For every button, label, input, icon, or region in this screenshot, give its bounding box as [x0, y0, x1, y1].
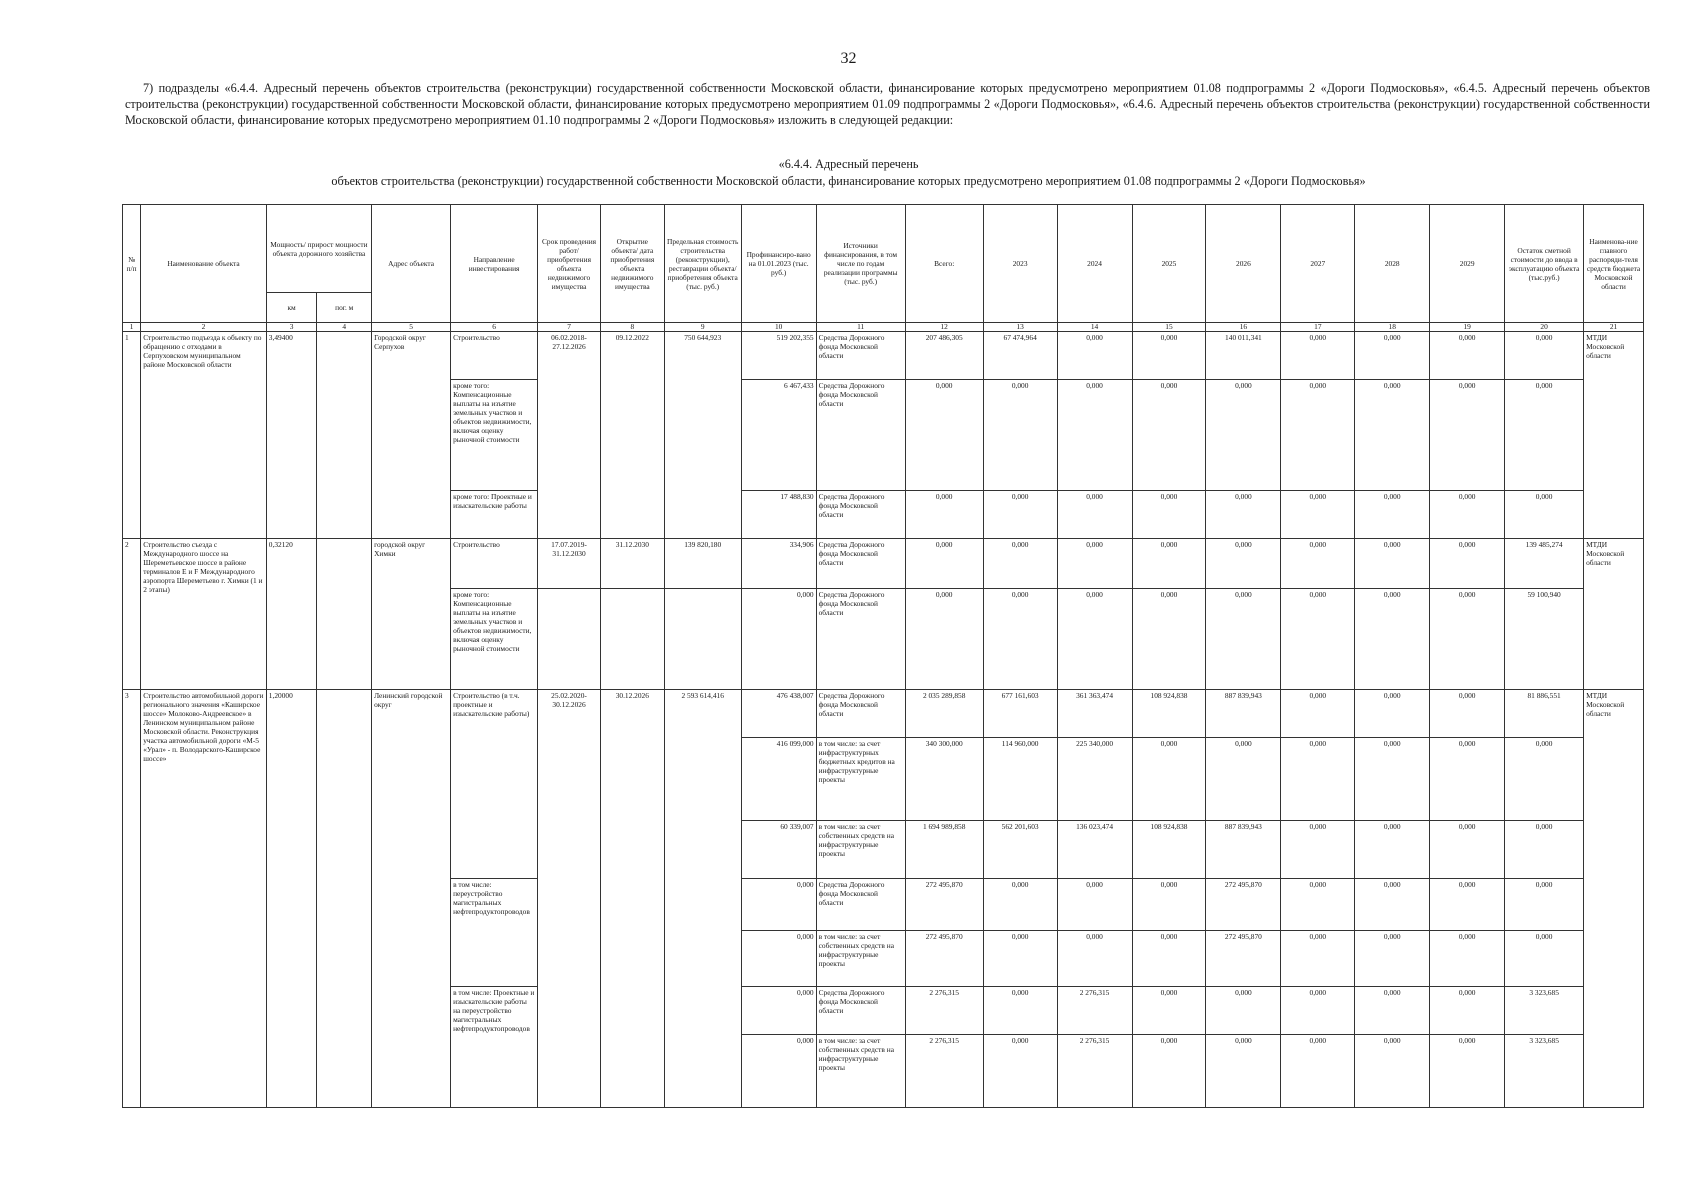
y2029: 0,000 — [1430, 539, 1505, 589]
y2028: 0,000 — [1355, 332, 1430, 380]
financed: 519 202,355 — [741, 332, 816, 380]
object-address: Ленинский городской округ — [372, 690, 451, 1108]
total: 2 276,315 — [905, 987, 983, 1035]
direction: Строительство (в т.ч. проектные и изыскательские работы) — [451, 690, 538, 879]
total: 0,000 — [905, 380, 983, 491]
col-2026: 2026 — [1206, 205, 1281, 323]
y2024: 2 276,315 — [1057, 1035, 1132, 1108]
empty-cell — [600, 589, 664, 690]
table-row — [123, 539, 1644, 589]
column-number: 9 — [664, 323, 741, 332]
y2027: 0,000 — [1281, 931, 1355, 987]
column-number: 11 — [816, 323, 905, 332]
financed: 0,000 — [741, 987, 816, 1035]
source: Средства Дорожного фонда Московской области — [816, 539, 905, 589]
remain: 139 485,274 — [1505, 539, 1584, 589]
total: 272 495,870 — [905, 931, 983, 987]
object-address: городской округ Химки — [372, 539, 451, 690]
col-2028: 2028 — [1355, 205, 1430, 323]
column-number: 7 — [538, 323, 601, 332]
column-number: 13 — [983, 323, 1057, 332]
column-number: 19 — [1430, 323, 1505, 332]
object-pm — [317, 539, 372, 690]
table-row — [123, 690, 1644, 738]
y2024: 225 340,000 — [1057, 738, 1132, 821]
y2028: 0,000 — [1355, 1035, 1430, 1108]
y2028: 0,000 — [1355, 738, 1430, 821]
y2025: 0,000 — [1132, 589, 1206, 690]
object-admin: МТДИ Московской области — [1584, 539, 1644, 690]
table-row — [123, 332, 1644, 380]
y2027: 0,000 — [1281, 1035, 1355, 1108]
column-number: 16 — [1206, 323, 1281, 332]
col-remain: Остаток сметной стоимости до ввода в эксплуатацию объекта (тыс.руб.) — [1505, 205, 1584, 323]
y2024: 0,000 — [1057, 879, 1132, 931]
y2028: 0,000 — [1355, 380, 1430, 491]
column-number: 3 — [266, 323, 317, 332]
col-capacity: Мощность/ прирост мощности объекта дорожного хозяйства — [266, 205, 371, 293]
y2028: 0,000 — [1355, 879, 1430, 931]
column-number: 21 — [1584, 323, 1644, 332]
column-number: 4 — [317, 323, 372, 332]
column-number: 14 — [1057, 323, 1132, 332]
column-number: 5 — [372, 323, 451, 332]
y2023: 67 474,964 — [983, 332, 1057, 380]
y2027: 0,000 — [1281, 738, 1355, 821]
col-name: Наименование объекта — [141, 205, 267, 323]
col-num: № п/п — [123, 205, 141, 323]
y2026: 887 839,943 — [1206, 821, 1281, 879]
y2026: 0,000 — [1206, 738, 1281, 821]
source: Средства Дорожного фонда Московской области — [816, 380, 905, 491]
y2029: 0,000 — [1430, 380, 1505, 491]
direction: Строительство — [451, 332, 538, 380]
source: Средства Дорожного фонда Московской области — [816, 690, 905, 738]
y2026: 272 495,870 — [1206, 879, 1281, 931]
financed: 476 438,007 — [741, 690, 816, 738]
remain: 3 323,685 — [1505, 1035, 1584, 1108]
col-direction: Направление инвестирования — [451, 205, 538, 323]
total: 1 694 989,858 — [905, 821, 983, 879]
y2024: 0,000 — [1057, 589, 1132, 690]
object-km: 3,49400 — [266, 332, 317, 539]
col-2023: 2023 — [983, 205, 1057, 323]
financed: 17 488,830 — [741, 491, 816, 539]
y2024: 0,000 — [1057, 380, 1132, 491]
y2026: 140 011,341 — [1206, 332, 1281, 380]
object-num: 3 — [123, 690, 141, 1108]
direction: в том числе: переустройство магистральных нефтепродуктопроводов — [451, 879, 538, 987]
direction: в том числе: Проектные и изыскательские работы на переустройство магистральных нефтепродуктопроводов — [451, 987, 538, 1108]
y2027: 0,000 — [1281, 332, 1355, 380]
object-address: Городской округ Серпухов — [372, 332, 451, 539]
y2027: 0,000 — [1281, 821, 1355, 879]
y2023: 677 161,603 — [983, 690, 1057, 738]
y2026: 0,000 — [1206, 589, 1281, 690]
y2024: 136 023,474 — [1057, 821, 1132, 879]
object-term: 06.02.2018-27.12.2026 — [538, 332, 601, 539]
financed: 6 467,433 — [741, 380, 816, 491]
y2027: 0,000 — [1281, 690, 1355, 738]
column-number: 6 — [451, 323, 538, 332]
y2028: 0,000 — [1355, 589, 1430, 690]
y2026: 0,000 — [1206, 539, 1281, 589]
direction: кроме того: Проектные и изыскательские работы — [451, 491, 538, 539]
y2028: 0,000 — [1355, 931, 1430, 987]
financed: 0,000 — [741, 589, 816, 690]
remain: 0,000 — [1505, 380, 1584, 491]
object-km: 0,32120 — [266, 539, 317, 690]
direction: кроме того: Компенсационные выплаты на изъятие земельных участков и объектов недвижимости, включая оценку рыночной стоимости — [451, 589, 538, 690]
y2023: 0,000 — [983, 1035, 1057, 1108]
section-title: «6.4.4. Адресный перечень — [778, 157, 919, 171]
y2024: 361 363,474 — [1057, 690, 1132, 738]
y2023: 0,000 — [983, 931, 1057, 987]
intro-paragraph: 7) подразделы «6.4.4. Адресный перечень объектов строительства (реконструкции) государственной собственности Московской области, финансирование которых предусмотрено мероприятием 01.08 подпрограммы 2 «Дороги Подмосковья», «6.4.5. Адресный перечень объектов строительства (реконструкции) государственной собственности Московской области, финансирование которых предусмотрено мероприятием 01.09 подпрограммы 2 «Дороги Подмосковья», «6.4.6. Адресный перечень объектов строительства (реконструкции) государственной собственности Московской области, финансирование которых предусмотрено мероприятием 01.10 подпрограммы 2 «Дороги Подмосковья» изложить в следующей редакции: — [125, 81, 1650, 127]
total: 207 486,305 — [905, 332, 983, 380]
object-limit: 139 820,180 — [664, 539, 741, 589]
source: в том числе: за счет инфраструктурных бюджетных кредитов на инфраструктурные проекты — [816, 738, 905, 821]
object-term: 25.02.2020-30.12.2026 — [538, 690, 601, 1108]
total: 2 276,315 — [905, 1035, 983, 1108]
object-name: Строительство подъезда к объекту по обращению с отходами в Серпуховском муниципальном районе Московской области — [141, 332, 267, 539]
y2028: 0,000 — [1355, 821, 1430, 879]
object-opening: 30.12.2026 — [600, 690, 664, 1108]
object-num: 2 — [123, 539, 141, 690]
source: в том числе: за счет собственных средств на инфраструктурные проекты — [816, 821, 905, 879]
y2029: 0,000 — [1430, 879, 1505, 931]
y2027: 0,000 — [1281, 879, 1355, 931]
column-number-row — [123, 323, 1644, 332]
y2029: 0,000 — [1430, 332, 1505, 380]
object-name: Строительство съезда с Международного шоссе на Шереметьевское шоссе в районе терминалов E и F Международного аэропорта Шереметьево г. Химки (1 и 2 этапы) — [141, 539, 267, 690]
y2029: 0,000 — [1430, 491, 1505, 539]
y2029: 0,000 — [1430, 589, 1505, 690]
y2025: 108 924,838 — [1132, 821, 1206, 879]
empty-cell — [664, 589, 741, 690]
remain: 0,000 — [1505, 332, 1584, 380]
source: Средства Дорожного фонда Московской области — [816, 491, 905, 539]
col-sources: Источники финансирования, в том числе по годам реализации программы (тыс. руб.) — [816, 205, 905, 323]
total: 0,000 — [905, 589, 983, 690]
source: Средства Дорожного фонда Московской области — [816, 589, 905, 690]
remain: 0,000 — [1505, 879, 1584, 931]
col-total: Всего: — [905, 205, 983, 323]
financed: 416 099,000 — [741, 738, 816, 821]
y2023: 0,000 — [983, 539, 1057, 589]
remain: 59 100,940 — [1505, 589, 1584, 690]
col-2024: 2024 — [1057, 205, 1132, 323]
y2025: 0,000 — [1132, 931, 1206, 987]
address-list-table — [122, 204, 1644, 1108]
col-2029: 2029 — [1430, 205, 1505, 323]
col-limit: Предельная стоимость строительства (реконструкции), реставрации объекта/ приобретения объекта (тыс. руб.) — [664, 205, 741, 323]
y2023: 114 960,000 — [983, 738, 1057, 821]
source: в том числе: за счет собственных средств на инфраструктурные проекты — [816, 931, 905, 987]
object-km: 1,20000 — [266, 690, 317, 1108]
y2027: 0,000 — [1281, 539, 1355, 589]
y2026: 0,000 — [1206, 987, 1281, 1035]
col-2025: 2025 — [1132, 205, 1206, 323]
source: Средства Дорожного фонда Московской области — [816, 332, 905, 380]
col-2027: 2027 — [1281, 205, 1355, 323]
y2024: 0,000 — [1057, 491, 1132, 539]
column-number: 20 — [1505, 323, 1584, 332]
y2024: 2 276,315 — [1057, 987, 1132, 1035]
y2027: 0,000 — [1281, 589, 1355, 690]
object-limit: 2 593 614,416 — [664, 690, 741, 1108]
col-term: Срок проведения работ/ приобретения объекта недвижимого имущества — [538, 205, 601, 323]
remain: 0,000 — [1505, 821, 1584, 879]
source: в том числе: за счет собственных средств на инфраструктурные проекты — [816, 1035, 905, 1108]
object-term: 17.07.2019-31.12.2030 — [538, 539, 601, 589]
object-admin: МТДИ Московской области — [1584, 332, 1644, 539]
financed: 0,000 — [741, 1035, 816, 1108]
column-number: 12 — [905, 323, 983, 332]
y2029: 0,000 — [1430, 1035, 1505, 1108]
financed: 0,000 — [741, 879, 816, 931]
remain: 0,000 — [1505, 931, 1584, 987]
y2023: 0,000 — [983, 589, 1057, 690]
y2025: 0,000 — [1132, 539, 1206, 589]
remain: 0,000 — [1505, 738, 1584, 821]
remain: 3 323,685 — [1505, 987, 1584, 1035]
object-opening: 09.12.2022 — [600, 332, 664, 539]
y2028: 0,000 — [1355, 491, 1430, 539]
y2029: 0,000 — [1430, 987, 1505, 1035]
column-number: 2 — [141, 323, 267, 332]
y2025: 0,000 — [1132, 879, 1206, 931]
object-num: 1 — [123, 332, 141, 539]
object-pm — [317, 332, 372, 539]
section-subtitle: объектов строительства (реконструкции) государственной собственности Московской области, финансирование которых предусмотрено мероприятием 01.08 подпрограммы 2 «Дороги Подмосковья» — [331, 174, 1366, 188]
object-admin: МТДИ Московской области — [1584, 690, 1644, 1108]
y2025: 0,000 — [1132, 738, 1206, 821]
y2027: 0,000 — [1281, 380, 1355, 491]
y2023: 0,000 — [983, 879, 1057, 931]
col-financed: Профинансиро-вано на 01.01.2023 (тыс. руб.) — [741, 205, 816, 323]
source: Средства Дорожного фонда Московской области — [816, 987, 905, 1035]
empty-cell — [538, 589, 601, 690]
y2025: 0,000 — [1132, 987, 1206, 1035]
y2024: 0,000 — [1057, 332, 1132, 380]
y2023: 0,000 — [983, 380, 1057, 491]
y2029: 0,000 — [1430, 738, 1505, 821]
y2027: 0,000 — [1281, 987, 1355, 1035]
direction: Строительство — [451, 539, 538, 589]
total: 2 035 289,858 — [905, 690, 983, 738]
financed: 60 339,007 — [741, 821, 816, 879]
remain: 81 886,551 — [1505, 690, 1584, 738]
y2025: 0,000 — [1132, 1035, 1206, 1108]
column-number: 8 — [600, 323, 664, 332]
col-address: Адрес объекта — [372, 205, 451, 323]
col-admin: Наименова-ние главного распоряди-теля средств бюджета Московской области — [1584, 205, 1644, 323]
y2029: 0,000 — [1430, 931, 1505, 987]
page-number: 32 — [840, 50, 857, 67]
column-number: 10 — [741, 323, 816, 332]
total: 272 495,870 — [905, 879, 983, 931]
column-number: 1 — [123, 323, 141, 332]
y2028: 0,000 — [1355, 987, 1430, 1035]
total: 0,000 — [905, 539, 983, 589]
y2023: 0,000 — [983, 987, 1057, 1035]
col-opening: Открытие объекта/ дата приобретения объекта недвижимого имущества — [600, 205, 664, 323]
y2029: 0,000 — [1430, 821, 1505, 879]
source: Средства Дорожного фонда Московской области — [816, 879, 905, 931]
column-number: 18 — [1355, 323, 1430, 332]
remain: 0,000 — [1505, 491, 1584, 539]
object-pm — [317, 690, 372, 1108]
y2024: 0,000 — [1057, 931, 1132, 987]
column-number: 17 — [1281, 323, 1355, 332]
object-limit: 750 644,923 — [664, 332, 741, 539]
object-opening: 31.12.2030 — [600, 539, 664, 589]
column-number: 15 — [1132, 323, 1206, 332]
y2025: 0,000 — [1132, 491, 1206, 539]
y2026: 272 495,870 — [1206, 931, 1281, 987]
object-name: Строительство автомобильной дороги регионального значения «Каширское шоссе» Молоково-Андреевское» в Ленинском муниципальном районе Московской области. Реконструкция участка автомобильной дороги «М-5 «Урал» - п. Володарского-Каширское шоссе» — [141, 690, 267, 1108]
y2026: 0,000 — [1206, 491, 1281, 539]
total: 0,000 — [905, 491, 983, 539]
y2028: 0,000 — [1355, 690, 1430, 738]
y2026: 0,000 — [1206, 1035, 1281, 1108]
y2026: 0,000 — [1206, 380, 1281, 491]
col-pm: пог. м — [317, 293, 372, 323]
y2026: 887 839,943 — [1206, 690, 1281, 738]
y2028: 0,000 — [1355, 539, 1430, 589]
y2024: 0,000 — [1057, 539, 1132, 589]
col-km: км — [266, 293, 317, 323]
total: 340 300,000 — [905, 738, 983, 821]
financed: 334,906 — [741, 539, 816, 589]
y2029: 0,000 — [1430, 690, 1505, 738]
y2025: 0,000 — [1132, 332, 1206, 380]
direction: кроме того: Компенсационные выплаты на изъятие земельных участков и объектов недвижимости, включая оценку рыночной стоимости — [451, 380, 538, 491]
y2023: 0,000 — [983, 491, 1057, 539]
financed: 0,000 — [741, 931, 816, 987]
y2027: 0,000 — [1281, 491, 1355, 539]
y2025: 108 924,838 — [1132, 690, 1206, 738]
y2023: 562 201,603 — [983, 821, 1057, 879]
y2025: 0,000 — [1132, 380, 1206, 491]
